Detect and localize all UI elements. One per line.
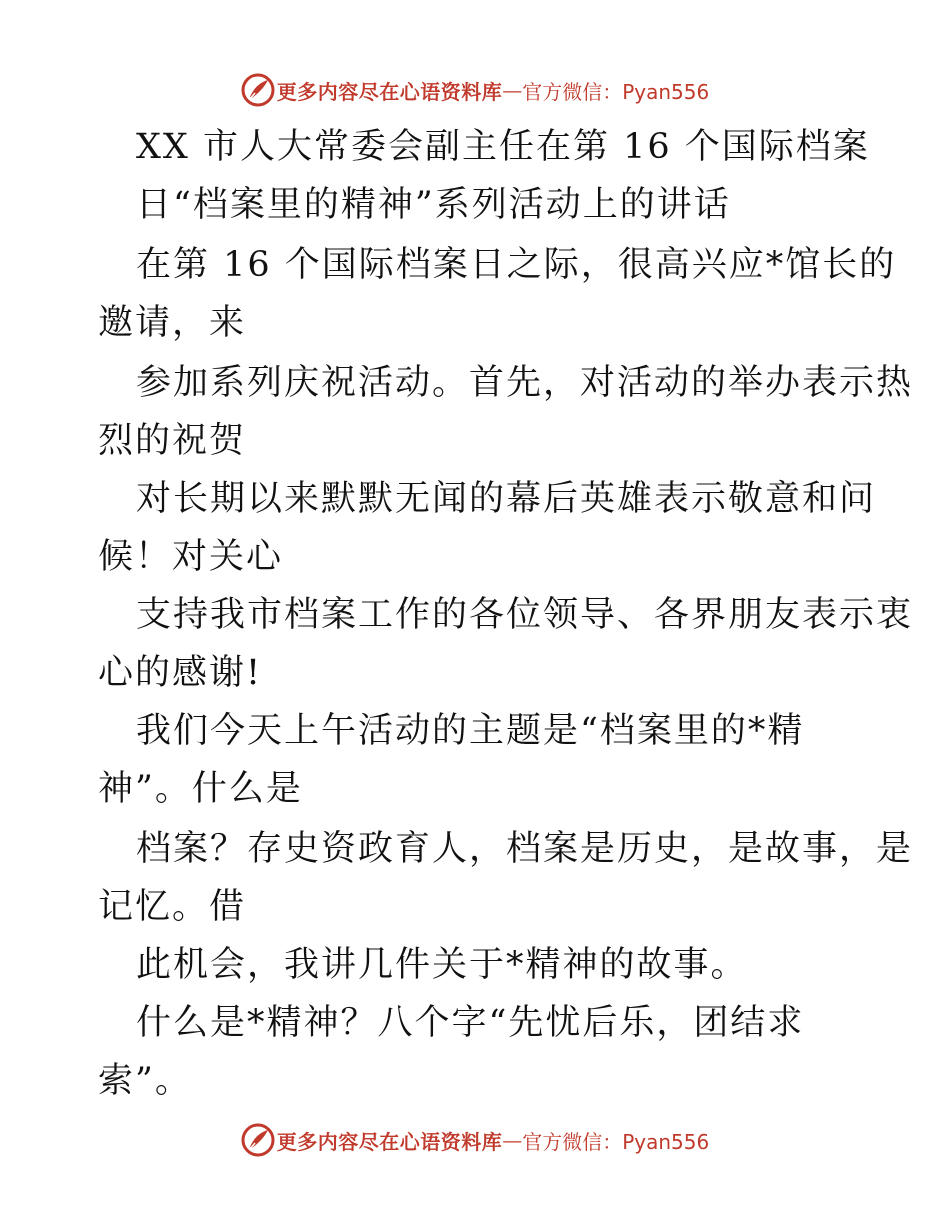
banner-wechat: 官方微信：Pyan556 [522,79,710,104]
feather-pen-logo-icon [241,1123,275,1157]
paragraph-line: 记忆。借 [98,887,247,927]
document-title-line-2: 日“档案里的精神”系列活动上的讲话 [136,185,731,225]
paragraph-line: 档案？存史资政育人，档案是历史，是故事，是 [136,829,914,869]
banner-wechat: 官方微信：Pyan556 [522,1129,710,1154]
paragraph-line: 索”。 [98,1061,192,1101]
banner-separator: — [502,1128,523,1152]
banner-text: 更多内容尽在心语资料库 [276,79,503,104]
paragraph-line: 烈的祝贺 [98,421,247,461]
paragraph-line: 候！对关心 [98,537,284,577]
paragraph-line: 对长期以来默默无闻的幕后英雄表示敬意和问 [136,479,877,519]
banner-separator: — [502,78,523,102]
header-banner [0,70,950,110]
paragraph-line: 我们今天上午活动的主题是“档案里的*精 [136,711,805,751]
paragraph-line: 邀请，来 [98,303,247,343]
paragraph-line: 支持我市档案工作的各位领导、各界朋友表示衷 [136,595,914,635]
document-title-line-1: XX 市人大常委会副主任在第 16 个国际档案 [136,127,870,167]
paragraph-line: 心的感谢! [98,653,263,693]
paragraph-line: 在第 16 个国际档案日之际，很高兴应*馆长的 [136,245,897,285]
paragraph-line: 神”。什么是 [98,769,303,809]
footer-banner [0,1120,950,1160]
paragraph-line: 此机会，我讲几件关于*精神的故事。 [136,945,748,985]
banner-text: 更多内容尽在心语资料库 [276,1129,503,1154]
feather-pen-logo-icon [241,73,275,107]
paragraph-line: 参加系列庆祝活动。首先，对活动的举办表示热 [136,363,914,403]
paragraph-line: 什么是*精神？八个字“先忧后乐，团结求 [136,1003,805,1043]
